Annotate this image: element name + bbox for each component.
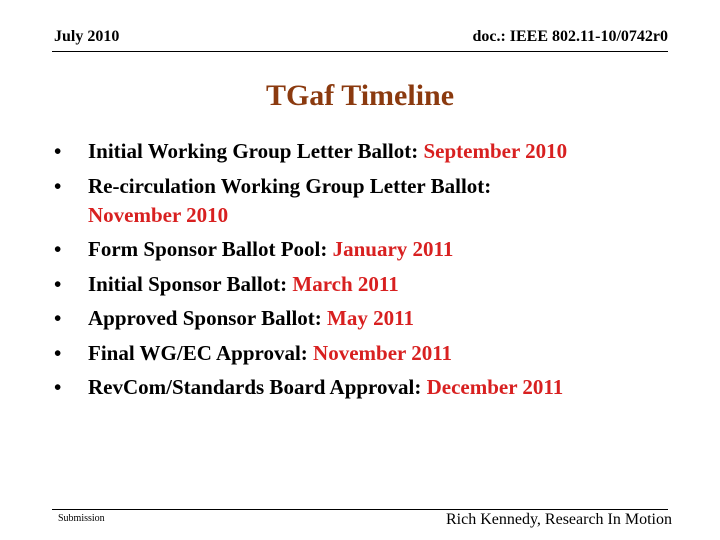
bullet-date: December 2011 [426, 375, 564, 399]
bullet-item [54, 304, 684, 333]
slide-title: TGaf Timeline [265, 79, 455, 112]
bullet-icon: • [54, 173, 62, 198]
header-divider [52, 51, 668, 52]
bullet-date: September 2010 [423, 139, 568, 163]
timeline-bullet-list [54, 137, 684, 408]
bullet-label: Initial Working Group Letter Ballot: [88, 139, 424, 163]
bullet-item [54, 270, 684, 299]
footer-author: Rich Kennedy, Research In Motion [445, 511, 672, 528]
bullet-icon: • [54, 271, 62, 296]
bullet-label: Re-circulation Working Group Letter Ballot: [88, 173, 492, 198]
bullet-icon: • [54, 340, 62, 365]
bullet-date: March 2011 [292, 271, 399, 296]
bullet-icon: • [54, 306, 62, 330]
bullet-label: Final WG/EC Approval: [88, 340, 314, 365]
bullet-label: Form Sponsor Ballot Pool: [88, 237, 333, 261]
header-doc-id: doc.: IEEE 802.11-10/0742r0 [472, 28, 668, 45]
bullet-label: Initial Sponsor Ballot: [88, 271, 293, 296]
bullet-date: November 2011 [313, 340, 453, 365]
footer-divider [52, 509, 668, 510]
bullet-date: November 2010 [88, 202, 229, 227]
bullet-label: Approved Sponsor Ballot: [88, 306, 328, 330]
bullet-date: May 2011 [327, 306, 414, 330]
bullet-item [54, 373, 684, 402]
bullet-date: January 2011 [332, 237, 454, 261]
bullet-item [54, 339, 684, 368]
header-date: July 2010 [54, 28, 120, 45]
bullet-icon: • [54, 237, 62, 261]
footer-submission: Submission [58, 513, 105, 524]
bullet-icon: • [54, 139, 62, 163]
bullet-icon: • [54, 375, 62, 399]
bullet-item [54, 172, 684, 230]
bullet-item [54, 235, 684, 264]
bullet-item [54, 137, 684, 166]
bullet-label: RevCom/Standards Board Approval: [88, 375, 427, 399]
